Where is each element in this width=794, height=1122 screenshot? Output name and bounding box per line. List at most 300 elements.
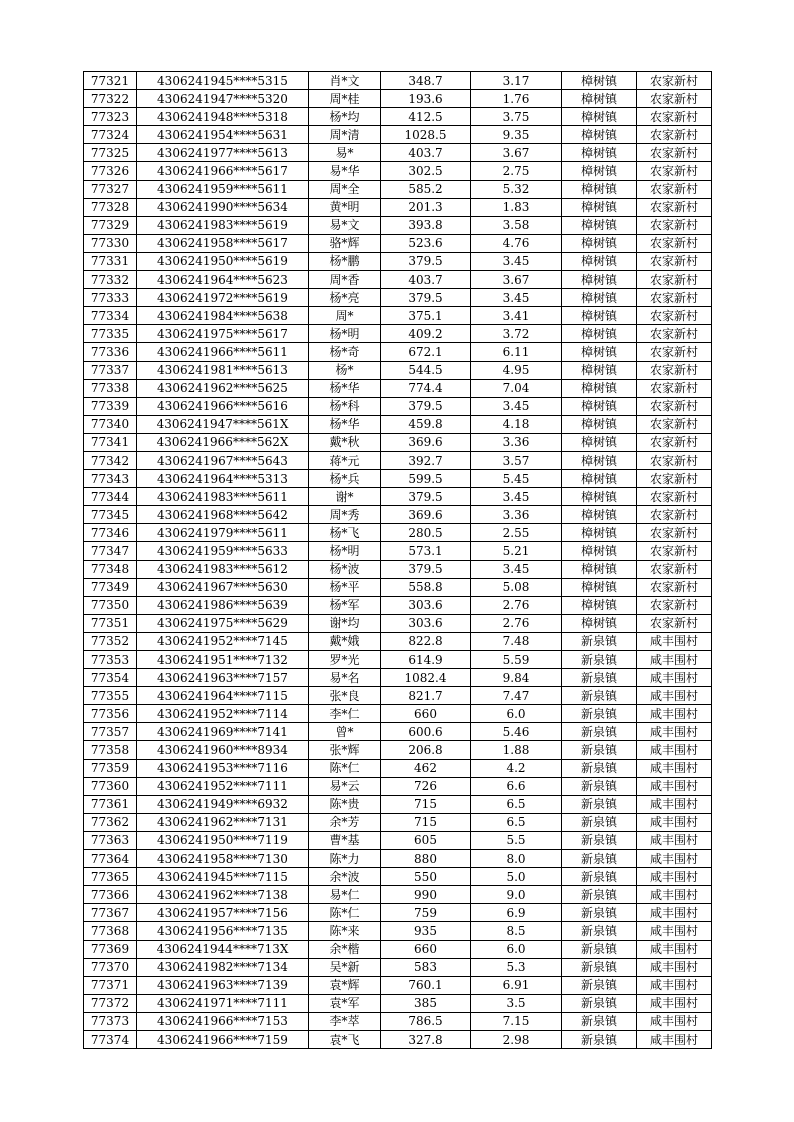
table-row: [84, 578, 712, 596]
name-cell: 杨*军: [309, 596, 381, 614]
name-cell: 杨*均: [309, 108, 381, 126]
name-cell: 吴*新: [309, 958, 381, 976]
town-cell: 新泉镇: [562, 868, 637, 886]
seq-cell: 77362: [84, 813, 137, 831]
seq-cell: 77346: [84, 524, 137, 542]
id-number-cell: 4306241981****5613: [137, 361, 309, 379]
amount-cell: 7.48: [471, 632, 562, 650]
village-cell: 农家新村: [637, 379, 712, 397]
town-cell: 樟树镇: [562, 433, 637, 451]
name-cell: 杨*华: [309, 379, 381, 397]
name-cell: 易*名: [309, 669, 381, 687]
id-number-cell: 4306241966****5616: [137, 397, 309, 415]
table-row: [84, 506, 712, 524]
id-number-cell: 4306241948****5318: [137, 108, 309, 126]
village-cell: 农家新村: [637, 325, 712, 343]
village-cell: 农家新村: [637, 198, 712, 216]
id-number-cell: 4306241944****713X: [137, 940, 309, 958]
area-cell: 558.8: [381, 578, 471, 596]
area-cell: 409.2: [381, 325, 471, 343]
table-row: [84, 144, 712, 162]
name-cell: 杨*华: [309, 415, 381, 433]
village-cell: 农家新村: [637, 433, 712, 451]
name-cell: 杨*亮: [309, 289, 381, 307]
amount-cell: 2.55: [471, 524, 562, 542]
amount-cell: 4.18: [471, 415, 562, 433]
amount-cell: 7.47: [471, 687, 562, 705]
table-row: [84, 90, 712, 108]
seq-cell: 77326: [84, 162, 137, 180]
town-cell: 新泉镇: [562, 994, 637, 1012]
seq-cell: 77341: [84, 433, 137, 451]
name-cell: 陈*力: [309, 850, 381, 868]
id-number-cell: 4306241962****7138: [137, 886, 309, 904]
area-cell: 392.7: [381, 451, 471, 469]
name-cell: 余*楷: [309, 940, 381, 958]
amount-cell: 9.84: [471, 669, 562, 687]
town-cell: 樟树镇: [562, 578, 637, 596]
id-number-cell: 4306241947****5320: [137, 90, 309, 108]
amount-cell: 7.15: [471, 1012, 562, 1030]
table-row: [84, 108, 712, 126]
village-cell: 农家新村: [637, 596, 712, 614]
town-cell: 新泉镇: [562, 795, 637, 813]
village-cell: 农家新村: [637, 614, 712, 632]
name-cell: 杨*飞: [309, 524, 381, 542]
village-cell: 农家新村: [637, 108, 712, 126]
id-number-cell: 4306241964****7115: [137, 687, 309, 705]
table-row: [84, 451, 712, 469]
table-row: [84, 560, 712, 578]
town-cell: 新泉镇: [562, 651, 637, 669]
amount-cell: 5.5: [471, 831, 562, 849]
amount-cell: 4.95: [471, 361, 562, 379]
town-cell: 新泉镇: [562, 813, 637, 831]
amount-cell: 3.67: [471, 271, 562, 289]
amount-cell: 5.08: [471, 578, 562, 596]
village-cell: 咸丰围村: [637, 976, 712, 994]
table-row: [84, 415, 712, 433]
seq-cell: 77363: [84, 831, 137, 849]
name-cell: 李*萃: [309, 1012, 381, 1030]
name-cell: 肖*文: [309, 72, 381, 90]
seq-cell: 77328: [84, 198, 137, 216]
name-cell: 陈*贵: [309, 795, 381, 813]
table-row: [84, 669, 712, 687]
id-number-cell: 4306241969****7141: [137, 723, 309, 741]
area-cell: 600.6: [381, 723, 471, 741]
village-cell: 农家新村: [637, 162, 712, 180]
id-number-cell: 4306241954****5631: [137, 126, 309, 144]
area-cell: 348.7: [381, 72, 471, 90]
area-cell: 672.1: [381, 343, 471, 361]
village-cell: 农家新村: [637, 470, 712, 488]
area-cell: 403.7: [381, 144, 471, 162]
id-number-cell: 4306241975****5617: [137, 325, 309, 343]
area-cell: 544.5: [381, 361, 471, 379]
town-cell: 樟树镇: [562, 379, 637, 397]
table-row: [84, 687, 712, 705]
town-cell: 新泉镇: [562, 904, 637, 922]
amount-cell: 3.45: [471, 397, 562, 415]
amount-cell: 6.6: [471, 777, 562, 795]
seq-cell: 77349: [84, 578, 137, 596]
town-cell: 新泉镇: [562, 1030, 637, 1048]
name-cell: 曾*: [309, 723, 381, 741]
amount-cell: 5.0: [471, 868, 562, 886]
amount-cell: 1.88: [471, 741, 562, 759]
table-row: [84, 705, 712, 723]
id-number-cell: 4306241984****5638: [137, 307, 309, 325]
village-cell: 农家新村: [637, 216, 712, 234]
area-cell: 375.1: [381, 307, 471, 325]
seq-cell: 77344: [84, 488, 137, 506]
id-number-cell: 4306241962****5625: [137, 379, 309, 397]
name-cell: 谢*均: [309, 614, 381, 632]
village-cell: 咸丰围村: [637, 777, 712, 795]
amount-cell: 3.45: [471, 560, 562, 578]
amount-cell: 9.0: [471, 886, 562, 904]
area-cell: 462: [381, 759, 471, 777]
town-cell: 新泉镇: [562, 958, 637, 976]
seq-cell: 77356: [84, 705, 137, 723]
town-cell: 樟树镇: [562, 144, 637, 162]
area-cell: 369.6: [381, 433, 471, 451]
village-cell: 农家新村: [637, 343, 712, 361]
table-row: [84, 180, 712, 198]
area-cell: 599.5: [381, 470, 471, 488]
id-number-cell: 4306241967****5630: [137, 578, 309, 596]
table-row: [84, 397, 712, 415]
id-number-cell: 4306241959****5633: [137, 542, 309, 560]
amount-cell: 3.17: [471, 72, 562, 90]
amount-cell: 9.35: [471, 126, 562, 144]
seq-cell: 77357: [84, 723, 137, 741]
amount-cell: 3.58: [471, 216, 562, 234]
table-row: [84, 614, 712, 632]
amount-cell: 4.2: [471, 759, 562, 777]
village-cell: 咸丰围村: [637, 850, 712, 868]
village-cell: 咸丰围村: [637, 886, 712, 904]
area-cell: 715: [381, 813, 471, 831]
town-cell: 樟树镇: [562, 361, 637, 379]
amount-cell: 8.5: [471, 922, 562, 940]
id-number-cell: 4306241986****5639: [137, 596, 309, 614]
village-cell: 农家新村: [637, 560, 712, 578]
id-number-cell: 4306241959****5611: [137, 180, 309, 198]
table-row: [84, 596, 712, 614]
name-cell: 袁*军: [309, 994, 381, 1012]
town-cell: 新泉镇: [562, 632, 637, 650]
table-row: [84, 343, 712, 361]
area-cell: 379.5: [381, 397, 471, 415]
seq-cell: 77368: [84, 922, 137, 940]
area-cell: 459.8: [381, 415, 471, 433]
area-cell: 760.1: [381, 976, 471, 994]
name-cell: 罗*光: [309, 651, 381, 669]
name-cell: 张*辉: [309, 741, 381, 759]
village-cell: 咸丰围村: [637, 705, 712, 723]
area-cell: 379.5: [381, 289, 471, 307]
area-cell: 821.7: [381, 687, 471, 705]
amount-cell: 2.76: [471, 614, 562, 632]
name-cell: 余*波: [309, 868, 381, 886]
amount-cell: 3.5: [471, 994, 562, 1012]
seq-cell: 77333: [84, 289, 137, 307]
town-cell: 樟树镇: [562, 289, 637, 307]
id-number-cell: 4306241953****7116: [137, 759, 309, 777]
table-row: [84, 831, 712, 849]
id-number-cell: 4306241982****7134: [137, 958, 309, 976]
id-number-cell: 4306241983****5611: [137, 488, 309, 506]
amount-cell: 5.45: [471, 470, 562, 488]
table-row: [84, 216, 712, 234]
name-cell: 陈*来: [309, 922, 381, 940]
village-cell: 咸丰围村: [637, 940, 712, 958]
village-cell: 咸丰围村: [637, 904, 712, 922]
village-cell: 咸丰围村: [637, 994, 712, 1012]
town-cell: 新泉镇: [562, 669, 637, 687]
village-cell: 农家新村: [637, 578, 712, 596]
village-cell: 农家新村: [637, 252, 712, 270]
seq-cell: 77331: [84, 252, 137, 270]
id-number-cell: 4306241952****7114: [137, 705, 309, 723]
seq-cell: 77353: [84, 651, 137, 669]
amount-cell: 3.72: [471, 325, 562, 343]
area-cell: 715: [381, 795, 471, 813]
id-number-cell: 4306241964****5623: [137, 271, 309, 289]
village-cell: 农家新村: [637, 415, 712, 433]
table-row: [84, 795, 712, 813]
table-row: [84, 470, 712, 488]
amount-cell: 6.11: [471, 343, 562, 361]
id-number-cell: 4306241950****5619: [137, 252, 309, 270]
table-row: [84, 126, 712, 144]
village-cell: 农家新村: [637, 397, 712, 415]
area-cell: 1082.4: [381, 669, 471, 687]
table-row: [84, 777, 712, 795]
id-number-cell: 4306241966****7159: [137, 1030, 309, 1048]
seq-cell: 77343: [84, 470, 137, 488]
village-cell: 咸丰围村: [637, 868, 712, 886]
seq-cell: 77327: [84, 180, 137, 198]
name-cell: 戴*秋: [309, 433, 381, 451]
name-cell: 余*芳: [309, 813, 381, 831]
village-cell: 咸丰围村: [637, 687, 712, 705]
id-number-cell: 4306241979****5611: [137, 524, 309, 542]
name-cell: 黄*明: [309, 198, 381, 216]
id-number-cell: 4306241990****5634: [137, 198, 309, 216]
town-cell: 新泉镇: [562, 777, 637, 795]
amount-cell: 3.45: [471, 289, 562, 307]
table-row: [84, 632, 712, 650]
town-cell: 新泉镇: [562, 759, 637, 777]
name-cell: 袁*飞: [309, 1030, 381, 1048]
amount-cell: 3.45: [471, 252, 562, 270]
id-number-cell: 4306241966****7153: [137, 1012, 309, 1030]
village-cell: 农家新村: [637, 72, 712, 90]
amount-cell: 5.32: [471, 180, 562, 198]
area-cell: 393.8: [381, 216, 471, 234]
amount-cell: 6.91: [471, 976, 562, 994]
area-cell: 726: [381, 777, 471, 795]
id-number-cell: 4306241947****561X: [137, 415, 309, 433]
seq-cell: 77371: [84, 976, 137, 994]
village-cell: 咸丰围村: [637, 669, 712, 687]
id-number-cell: 4306241963****7139: [137, 976, 309, 994]
id-number-cell: 4306241945****5315: [137, 72, 309, 90]
seq-cell: 77329: [84, 216, 137, 234]
town-cell: 樟树镇: [562, 216, 637, 234]
name-cell: 陈*仁: [309, 759, 381, 777]
name-cell: 陈*仁: [309, 904, 381, 922]
area-cell: 614.9: [381, 651, 471, 669]
town-cell: 樟树镇: [562, 542, 637, 560]
name-cell: 杨*波: [309, 560, 381, 578]
name-cell: 杨*平: [309, 578, 381, 596]
town-cell: 新泉镇: [562, 1012, 637, 1030]
area-cell: 379.5: [381, 488, 471, 506]
id-number-cell: 4306241957****7156: [137, 904, 309, 922]
name-cell: 周*清: [309, 126, 381, 144]
id-number-cell: 4306241945****7115: [137, 868, 309, 886]
village-cell: 农家新村: [637, 488, 712, 506]
town-cell: 樟树镇: [562, 307, 637, 325]
area-cell: 573.1: [381, 542, 471, 560]
area-cell: 201.3: [381, 198, 471, 216]
name-cell: 袁*辉: [309, 976, 381, 994]
town-cell: 樟树镇: [562, 560, 637, 578]
seq-cell: 77332: [84, 271, 137, 289]
id-number-cell: 4306241966****562X: [137, 433, 309, 451]
table-row: [84, 325, 712, 343]
id-number-cell: 4306241983****5612: [137, 560, 309, 578]
name-cell: 骆*辉: [309, 234, 381, 252]
seq-cell: 77350: [84, 596, 137, 614]
seq-cell: 77367: [84, 904, 137, 922]
town-cell: 樟树镇: [562, 234, 637, 252]
town-cell: 樟树镇: [562, 451, 637, 469]
village-cell: 咸丰围村: [637, 1030, 712, 1048]
area-cell: 385: [381, 994, 471, 1012]
area-cell: 759: [381, 904, 471, 922]
table-row: [84, 379, 712, 397]
town-cell: 新泉镇: [562, 850, 637, 868]
amount-cell: 8.0: [471, 850, 562, 868]
town-cell: 樟树镇: [562, 198, 637, 216]
village-cell: 咸丰围村: [637, 831, 712, 849]
town-cell: 樟树镇: [562, 397, 637, 415]
town-cell: 樟树镇: [562, 90, 637, 108]
table-row: [84, 868, 712, 886]
table-row: [84, 940, 712, 958]
name-cell: 周*: [309, 307, 381, 325]
seq-cell: 77338: [84, 379, 137, 397]
area-cell: 303.6: [381, 614, 471, 632]
table-row: [84, 741, 712, 759]
name-cell: 易*华: [309, 162, 381, 180]
amount-cell: 6.5: [471, 795, 562, 813]
table-row: [84, 162, 712, 180]
name-cell: 曹*基: [309, 831, 381, 849]
town-cell: 樟树镇: [562, 180, 637, 198]
seq-cell: 77339: [84, 397, 137, 415]
area-cell: 786.5: [381, 1012, 471, 1030]
area-cell: 379.5: [381, 560, 471, 578]
seq-cell: 77334: [84, 307, 137, 325]
name-cell: 杨*明: [309, 542, 381, 560]
town-cell: 新泉镇: [562, 723, 637, 741]
table-row: [84, 904, 712, 922]
seq-cell: 77325: [84, 144, 137, 162]
id-number-cell: 4306241950****7119: [137, 831, 309, 849]
village-cell: 农家新村: [637, 90, 712, 108]
name-cell: 周*全: [309, 180, 381, 198]
seq-cell: 77359: [84, 759, 137, 777]
amount-cell: 3.36: [471, 506, 562, 524]
village-cell: 农家新村: [637, 542, 712, 560]
id-number-cell: 4306241968****5642: [137, 506, 309, 524]
name-cell: 易*仁: [309, 886, 381, 904]
amount-cell: 2.76: [471, 596, 562, 614]
town-cell: 樟树镇: [562, 488, 637, 506]
area-cell: 193.6: [381, 90, 471, 108]
town-cell: 樟树镇: [562, 162, 637, 180]
id-number-cell: 4306241952****7145: [137, 632, 309, 650]
area-cell: 660: [381, 940, 471, 958]
amount-cell: 7.04: [471, 379, 562, 397]
amount-cell: 1.83: [471, 198, 562, 216]
amount-cell: 6.0: [471, 705, 562, 723]
village-cell: 农家新村: [637, 289, 712, 307]
amount-cell: 3.41: [471, 307, 562, 325]
seq-cell: 77345: [84, 506, 137, 524]
area-cell: 302.5: [381, 162, 471, 180]
town-cell: 新泉镇: [562, 741, 637, 759]
id-number-cell: 4306241983****5619: [137, 216, 309, 234]
name-cell: 杨*明: [309, 325, 381, 343]
table-row: [84, 1012, 712, 1030]
id-number-cell: 4306241967****5643: [137, 451, 309, 469]
area-cell: 822.8: [381, 632, 471, 650]
amount-cell: 5.21: [471, 542, 562, 560]
table-row: [84, 976, 712, 994]
seq-cell: 77337: [84, 361, 137, 379]
table-row: [84, 433, 712, 451]
seq-cell: 77340: [84, 415, 137, 433]
name-cell: 易*: [309, 144, 381, 162]
amount-cell: 3.36: [471, 433, 562, 451]
area-cell: 327.8: [381, 1030, 471, 1048]
village-cell: 咸丰围村: [637, 1012, 712, 1030]
village-cell: 农家新村: [637, 307, 712, 325]
area-cell: 880: [381, 850, 471, 868]
seq-cell: 77374: [84, 1030, 137, 1048]
table-row: [84, 958, 712, 976]
town-cell: 新泉镇: [562, 940, 637, 958]
amount-cell: 3.57: [471, 451, 562, 469]
table-row: [84, 542, 712, 560]
table-row: [84, 886, 712, 904]
seq-cell: 77355: [84, 687, 137, 705]
name-cell: 蒋*元: [309, 451, 381, 469]
amount-cell: 6.9: [471, 904, 562, 922]
table-row: [84, 252, 712, 270]
seq-cell: 77351: [84, 614, 137, 632]
town-cell: 樟树镇: [562, 108, 637, 126]
town-cell: 樟树镇: [562, 271, 637, 289]
area-cell: 774.4: [381, 379, 471, 397]
